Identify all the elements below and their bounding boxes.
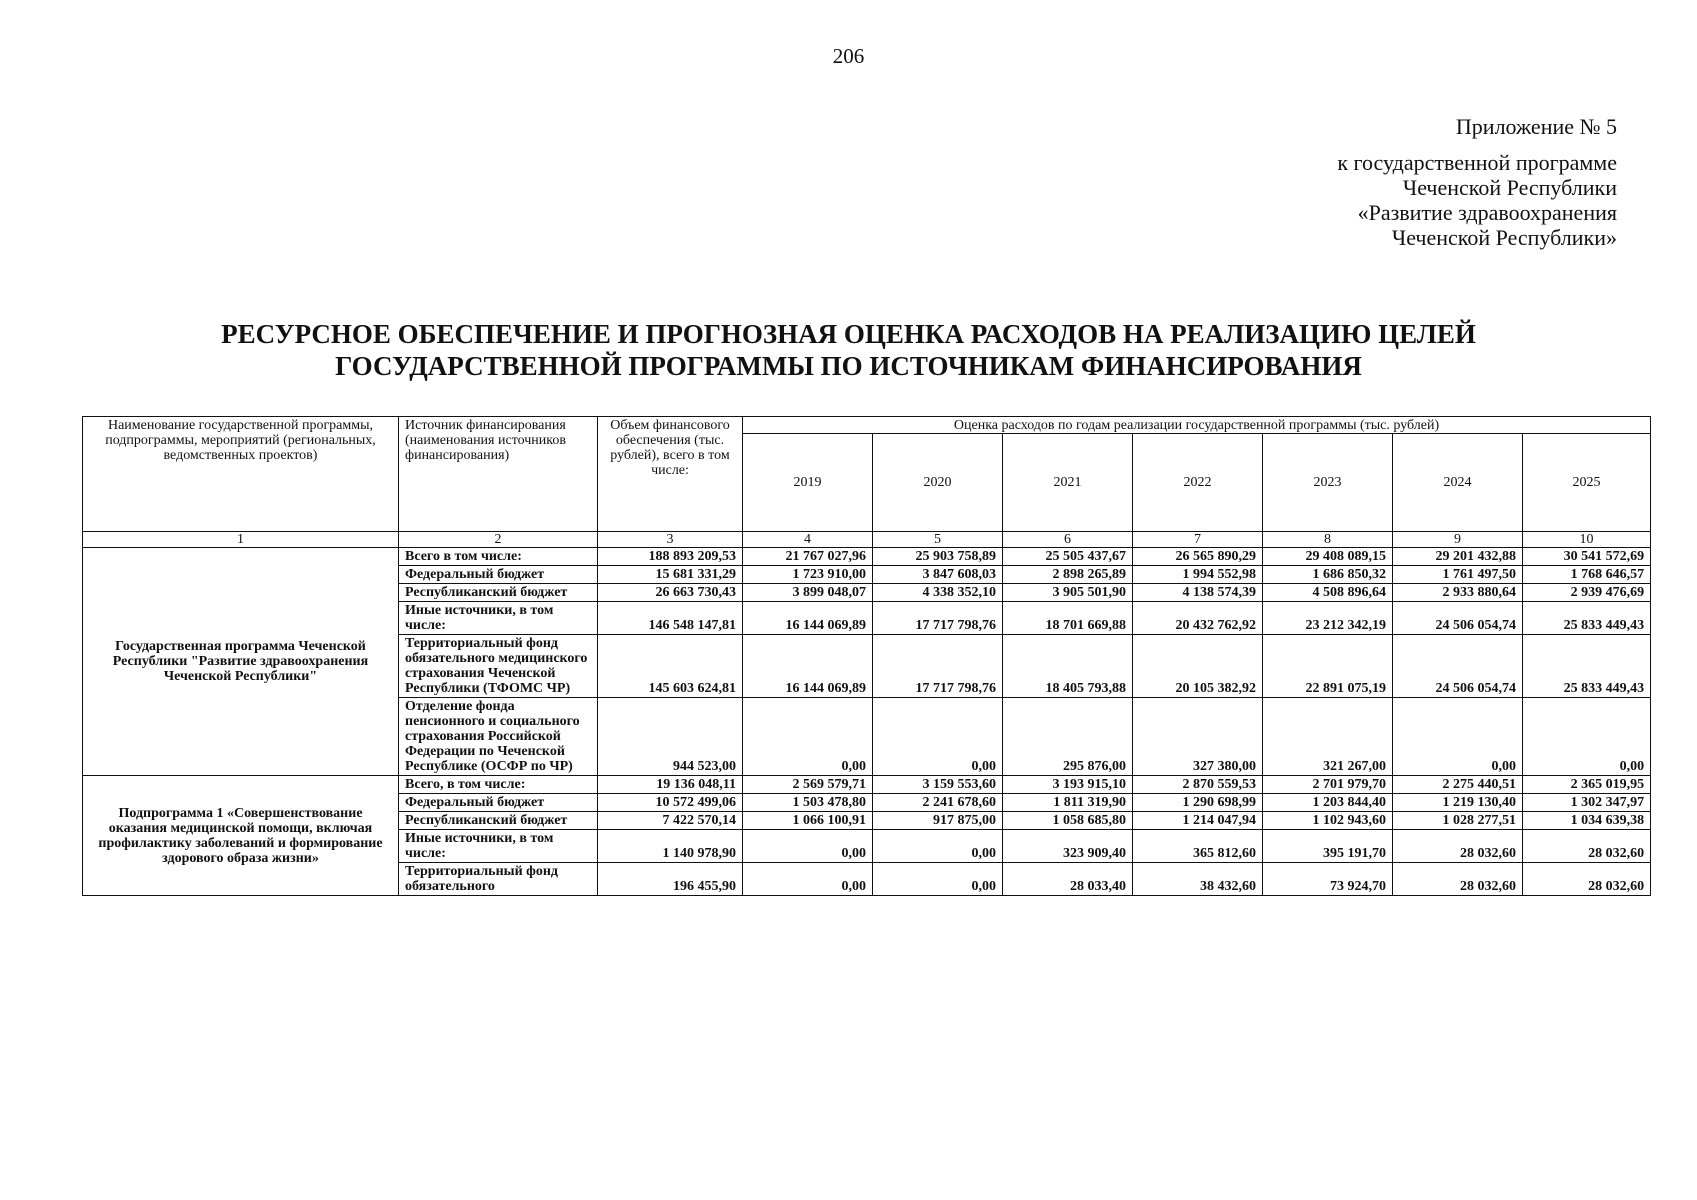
column-number: 6 <box>1003 532 1133 548</box>
value-cell: 23 212 342,19 <box>1263 602 1393 635</box>
value-cell: 146 548 147,81 <box>598 602 743 635</box>
financing-table <box>82 416 1651 896</box>
value-cell: 2 569 579,71 <box>743 776 873 794</box>
value-cell: 327 380,00 <box>1133 698 1263 776</box>
value-cell: 24 506 054,74 <box>1393 602 1523 635</box>
appendix-line: к государственной программе <box>1337 150 1617 175</box>
value-cell: 1 811 319,90 <box>1003 794 1133 812</box>
value-cell: 0,00 <box>873 698 1003 776</box>
value-cell: 1 102 943,60 <box>1263 812 1393 830</box>
value-cell: 73 924,70 <box>1263 863 1393 896</box>
column-number-row <box>83 532 1651 548</box>
value-cell: 1 723 910,00 <box>743 566 873 584</box>
appendix-block <box>1197 114 1617 250</box>
value-cell: 29 201 432,88 <box>1393 548 1523 566</box>
column-number: 4 <box>743 532 873 548</box>
value-cell: 1 994 552,98 <box>1133 566 1263 584</box>
value-cell: 22 891 075,19 <box>1263 635 1393 698</box>
value-cell: 3 905 501,90 <box>1003 584 1133 602</box>
source-cell: Иные источники, в том числе: <box>399 602 598 635</box>
column-number: 5 <box>873 532 1003 548</box>
header-years-group: Оценка расходов по годам реализации государственной программы (тыс. рублей) <box>743 417 1651 434</box>
value-cell: 19 136 048,11 <box>598 776 743 794</box>
column-number: 9 <box>1393 532 1523 548</box>
source-cell: Республиканский бюджет <box>399 584 598 602</box>
subprogram-name: Подпрограмма 1 «Совершенствование оказания медицинской помощи, включая профилактику заболеваний и формирование здорового образа жизни» <box>83 776 399 896</box>
value-cell: 3 193 915,10 <box>1003 776 1133 794</box>
value-cell: 2 241 678,60 <box>873 794 1003 812</box>
value-cell: 1 034 639,38 <box>1523 812 1651 830</box>
value-cell: 917 875,00 <box>873 812 1003 830</box>
value-cell: 26 663 730,43 <box>598 584 743 602</box>
value-cell: 24 506 054,74 <box>1393 635 1523 698</box>
document-title <box>180 318 1517 382</box>
value-cell: 7 422 570,14 <box>598 812 743 830</box>
document-title-line: ГОСУДАРСТВЕННОЙ ПРОГРАММЫ ПО ИСТОЧНИКАМ ФИНАНСИРОВАНИЯ <box>335 351 1362 381</box>
value-cell: 28 032,60 <box>1523 863 1651 896</box>
header-year: 2021 <box>1003 434 1133 532</box>
table-row <box>83 776 1651 794</box>
column-number: 2 <box>399 532 598 548</box>
value-cell: 0,00 <box>1393 698 1523 776</box>
value-cell: 2 898 265,89 <box>1003 566 1133 584</box>
value-cell: 20 105 382,92 <box>1133 635 1263 698</box>
value-cell: 2 701 979,70 <box>1263 776 1393 794</box>
appendix-line: «Развитие здравоохранения <box>1357 200 1617 225</box>
value-cell: 10 572 499,06 <box>598 794 743 812</box>
column-number: 7 <box>1133 532 1263 548</box>
column-number: 3 <box>598 532 743 548</box>
column-number: 1 <box>83 532 399 548</box>
value-cell: 1 214 047,94 <box>1133 812 1263 830</box>
value-cell: 3 899 048,07 <box>743 584 873 602</box>
value-cell: 25 903 758,89 <box>873 548 1003 566</box>
appendix-line: Чеченской Республики <box>1402 175 1617 200</box>
value-cell: 4 138 574,39 <box>1133 584 1263 602</box>
column-number: 10 <box>1523 532 1651 548</box>
value-cell: 1 028 277,51 <box>1393 812 1523 830</box>
header-total: Объем финансового обеспечения (тыс. рублей), всего в том числе: <box>598 417 743 532</box>
value-cell: 26 565 890,29 <box>1133 548 1263 566</box>
value-cell: 15 681 331,29 <box>598 566 743 584</box>
value-cell: 1 503 478,80 <box>743 794 873 812</box>
value-cell: 1 140 978,90 <box>598 830 743 863</box>
header-year: 2023 <box>1263 434 1393 532</box>
value-cell: 38 432,60 <box>1133 863 1263 896</box>
value-cell: 25 833 449,43 <box>1523 602 1651 635</box>
value-cell: 1 219 130,40 <box>1393 794 1523 812</box>
source-cell: Иные источники, в том числе: <box>399 830 598 863</box>
value-cell: 0,00 <box>1523 698 1651 776</box>
table-row <box>83 548 1651 566</box>
value-cell: 3 159 553,60 <box>873 776 1003 794</box>
value-cell: 0,00 <box>743 698 873 776</box>
value-cell: 3 847 608,03 <box>873 566 1003 584</box>
source-cell: Республиканский бюджет <box>399 812 598 830</box>
value-cell: 4 338 352,10 <box>873 584 1003 602</box>
value-cell: 0,00 <box>873 863 1003 896</box>
value-cell: 323 909,40 <box>1003 830 1133 863</box>
value-cell: 0,00 <box>873 830 1003 863</box>
header-year: 2019 <box>743 434 873 532</box>
value-cell: 16 144 069,89 <box>743 635 873 698</box>
value-cell: 295 876,00 <box>1003 698 1133 776</box>
value-cell: 2 933 880,64 <box>1393 584 1523 602</box>
value-cell: 28 032,60 <box>1393 863 1523 896</box>
value-cell: 321 267,00 <box>1263 698 1393 776</box>
value-cell: 2 870 559,53 <box>1133 776 1263 794</box>
header-source: Источник финансирования (наименования источников финансирования) <box>399 417 598 532</box>
appendix-title: Приложение № 5 <box>1455 114 1617 139</box>
value-cell: 2 939 476,69 <box>1523 584 1651 602</box>
value-cell: 1 768 646,57 <box>1523 566 1651 584</box>
source-cell: Всего в том числе: <box>399 548 598 566</box>
value-cell: 196 455,90 <box>598 863 743 896</box>
value-cell: 21 767 027,96 <box>743 548 873 566</box>
value-cell: 2 365 019,95 <box>1523 776 1651 794</box>
header-name: Наименование государственной программы, подпрограммы, мероприятий (региональных, ведомственных проектов) <box>83 417 399 532</box>
value-cell: 28 033,40 <box>1003 863 1133 896</box>
source-cell: Федеральный бюджет <box>399 794 598 812</box>
value-cell: 365 812,60 <box>1133 830 1263 863</box>
source-cell: Отделение фонда пенсионного и социального страхования Российской Федерации по Чеченской Республике (ОСФР по ЧР) <box>399 698 598 776</box>
header-year: 2022 <box>1133 434 1263 532</box>
column-number: 8 <box>1263 532 1393 548</box>
value-cell: 29 408 089,15 <box>1263 548 1393 566</box>
value-cell: 16 144 069,89 <box>743 602 873 635</box>
value-cell: 0,00 <box>743 863 873 896</box>
value-cell: 25 833 449,43 <box>1523 635 1651 698</box>
program-name: Государственная программа Чеченской Республики "Развитие здравоохранения Чеченской Республики" <box>83 548 399 776</box>
value-cell: 17 717 798,76 <box>873 635 1003 698</box>
value-cell: 2 275 440,51 <box>1393 776 1523 794</box>
source-cell: Территориальный фонд обязательного <box>399 863 598 896</box>
document-title-line: РЕСУРСНОЕ ОБЕСПЕЧЕНИЕ И ПРОГНОЗНАЯ ОЦЕНКА РАСХОДОВ НА РЕАЛИЗАЦИЮ ЦЕЛЕЙ <box>221 319 1476 349</box>
appendix-line: Чеченской Республики» <box>1391 225 1617 250</box>
value-cell: 18 701 669,88 <box>1003 602 1133 635</box>
source-cell: Федеральный бюджет <box>399 566 598 584</box>
value-cell: 1 058 685,80 <box>1003 812 1133 830</box>
value-cell: 4 508 896,64 <box>1263 584 1393 602</box>
header-year: 2025 <box>1523 434 1651 532</box>
source-cell: Территориальный фонд обязательного медицинского страхования Чеченской Республики (ТФОМС ЧР) <box>399 635 598 698</box>
value-cell: 28 032,60 <box>1523 830 1651 863</box>
value-cell: 30 541 572,69 <box>1523 548 1651 566</box>
value-cell: 28 032,60 <box>1393 830 1523 863</box>
header-year: 2020 <box>873 434 1003 532</box>
table-header-row <box>83 417 1651 434</box>
value-cell: 18 405 793,88 <box>1003 635 1133 698</box>
header-year: 2024 <box>1393 434 1523 532</box>
value-cell: 25 505 437,67 <box>1003 548 1133 566</box>
value-cell: 188 893 209,53 <box>598 548 743 566</box>
value-cell: 1 203 844,40 <box>1263 794 1393 812</box>
value-cell: 944 523,00 <box>598 698 743 776</box>
value-cell: 17 717 798,76 <box>873 602 1003 635</box>
value-cell: 20 432 762,92 <box>1133 602 1263 635</box>
value-cell: 1 761 497,50 <box>1393 566 1523 584</box>
value-cell: 0,00 <box>743 830 873 863</box>
value-cell: 1 290 698,99 <box>1133 794 1263 812</box>
value-cell: 1 302 347,97 <box>1523 794 1651 812</box>
value-cell: 1 686 850,32 <box>1263 566 1393 584</box>
value-cell: 1 066 100,91 <box>743 812 873 830</box>
page-number: 206 <box>832 44 865 68</box>
source-cell: Всего, в том числе: <box>399 776 598 794</box>
value-cell: 145 603 624,81 <box>598 635 743 698</box>
value-cell: 395 191,70 <box>1263 830 1393 863</box>
